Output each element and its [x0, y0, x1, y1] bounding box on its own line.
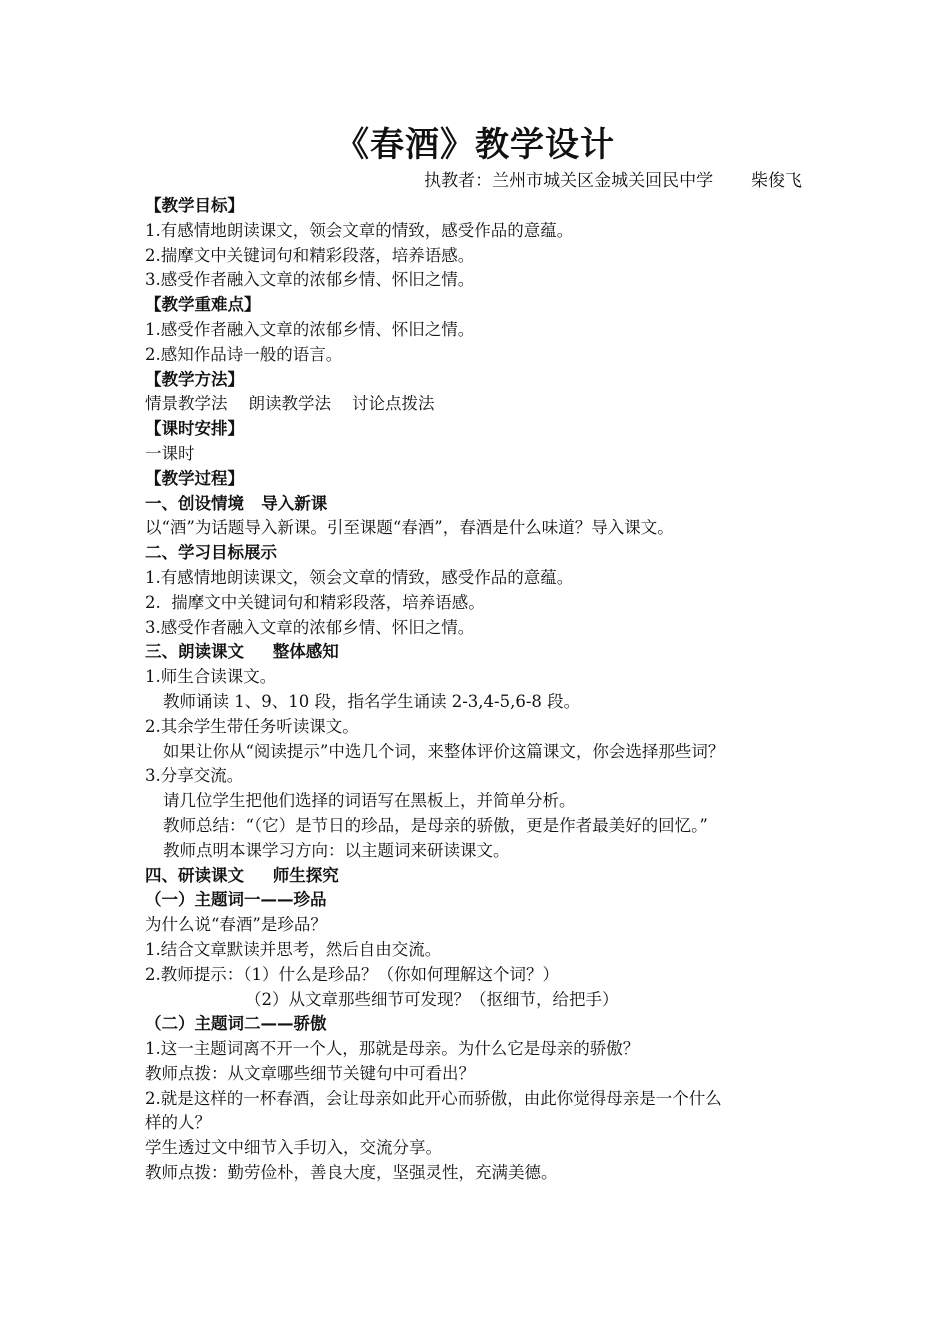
text-line: 3.分享交流。	[145, 766, 244, 786]
text-line: 教师点拨：从文章哪些细节关键句中可看出？	[145, 1063, 475, 1083]
text-line: 教师诵读 1、9、10 段，指名学生诵读 2-3,4-5,6-8 段。	[163, 691, 581, 711]
section-heading: 【教学过程】	[145, 468, 244, 488]
section-heading: 三、朗读课文 整体感知	[145, 642, 339, 662]
document-title: 《春酒》教学设计	[335, 125, 615, 165]
text-line: 3.感受作者融入文章的浓郁乡情、怀旧之情。	[145, 270, 475, 290]
text-line: 如果让你从“阅读提示”中选几个词，来整体评价这篇课文，你会选择那些词？	[163, 741, 725, 761]
section-heading: 【教学重难点】	[145, 295, 261, 315]
section-heading: 一、创设情境 导入新课	[145, 493, 328, 513]
text-line: 1.结合文章默读并思考，然后自由交流。	[145, 939, 442, 959]
text-line: （2）从文章那些细节可发现？（抠细节，给把手）	[245, 989, 619, 1009]
section-heading: 【课时安排】	[145, 419, 244, 439]
text-line: 样的人？	[145, 1113, 211, 1133]
document-body	[145, 194, 810, 1186]
text-line: 2. 揣摩文中关键词句和精彩段落，培养语感。	[145, 592, 485, 612]
text-line: 学生透过文中细节入手切入，交流分享。	[145, 1138, 442, 1158]
section-heading: （一）主题词一——珍品	[145, 890, 327, 910]
text-line: 2.其余学生带任务听读课文。	[145, 716, 359, 736]
author-line: 执教者：兰州市城关区金城关回民中学 柴俊飞	[424, 171, 802, 191]
text-line: 2.揣摩文中关键词句和精彩段落，培养语感。	[145, 245, 475, 265]
section-heading: 四、研读课文 师生探究	[145, 865, 339, 885]
text-line: 1.有感情地朗读课文，领会文章的情致，感受作品的意蕴。	[145, 220, 574, 240]
text-line: 以“酒”为话题导入新课。引至课题“春酒”，春酒是什么味道？导入课文。	[145, 518, 674, 538]
text-line: 一课时	[145, 443, 195, 463]
text-line: 教师点拨：勤劳俭朴，善良大度，坚强灵性，充满美德。	[145, 1163, 558, 1183]
section-heading: 二、学习目标展示	[145, 543, 277, 563]
section-heading: 【教学目标】	[145, 196, 244, 215]
text-line: 1.这一主题词离不开一个人，那就是母亲。为什么它是母亲的骄傲？	[145, 1039, 640, 1059]
section-heading: （二）主题词二——骄傲	[145, 1014, 327, 1034]
text-line: 1.有感情地朗读课文，领会文章的情致，感受作品的意蕴。	[145, 567, 574, 587]
text-line: 情景教学法 朗读教学法 讨论点拨法	[145, 394, 435, 414]
text-line: 2.感知作品诗一般的语言。	[145, 344, 343, 364]
text-line: 教师总结：“（它）是节日的珍品，是母亲的骄傲，更是作者最美好的回忆。”	[163, 815, 708, 835]
text-line: 2.教师提示：（1）什么是珍品？（你如何理解这个词？）	[145, 964, 559, 984]
text-line: 3.感受作者融入文章的浓郁乡情、怀旧之情。	[145, 617, 475, 637]
section-heading: 【教学方法】	[145, 369, 244, 389]
text-line: 2.就是这样的一杯春酒，会让母亲如此开心而骄傲，由此你觉得母亲是一个什么	[145, 1088, 722, 1108]
text-line: 1.感受作者融入文章的浓郁乡情、怀旧之情。	[145, 319, 475, 339]
text-line: 1.师生合读课文。	[145, 667, 277, 687]
text-line: 教师点明本课学习方向：以主题词来研读课文。	[163, 840, 510, 860]
text-line: 为什么说“春酒”是珍品？	[145, 915, 327, 935]
text-line: 请几位学生把他们选择的词语写在黑板上，并简单分析。	[163, 791, 576, 811]
